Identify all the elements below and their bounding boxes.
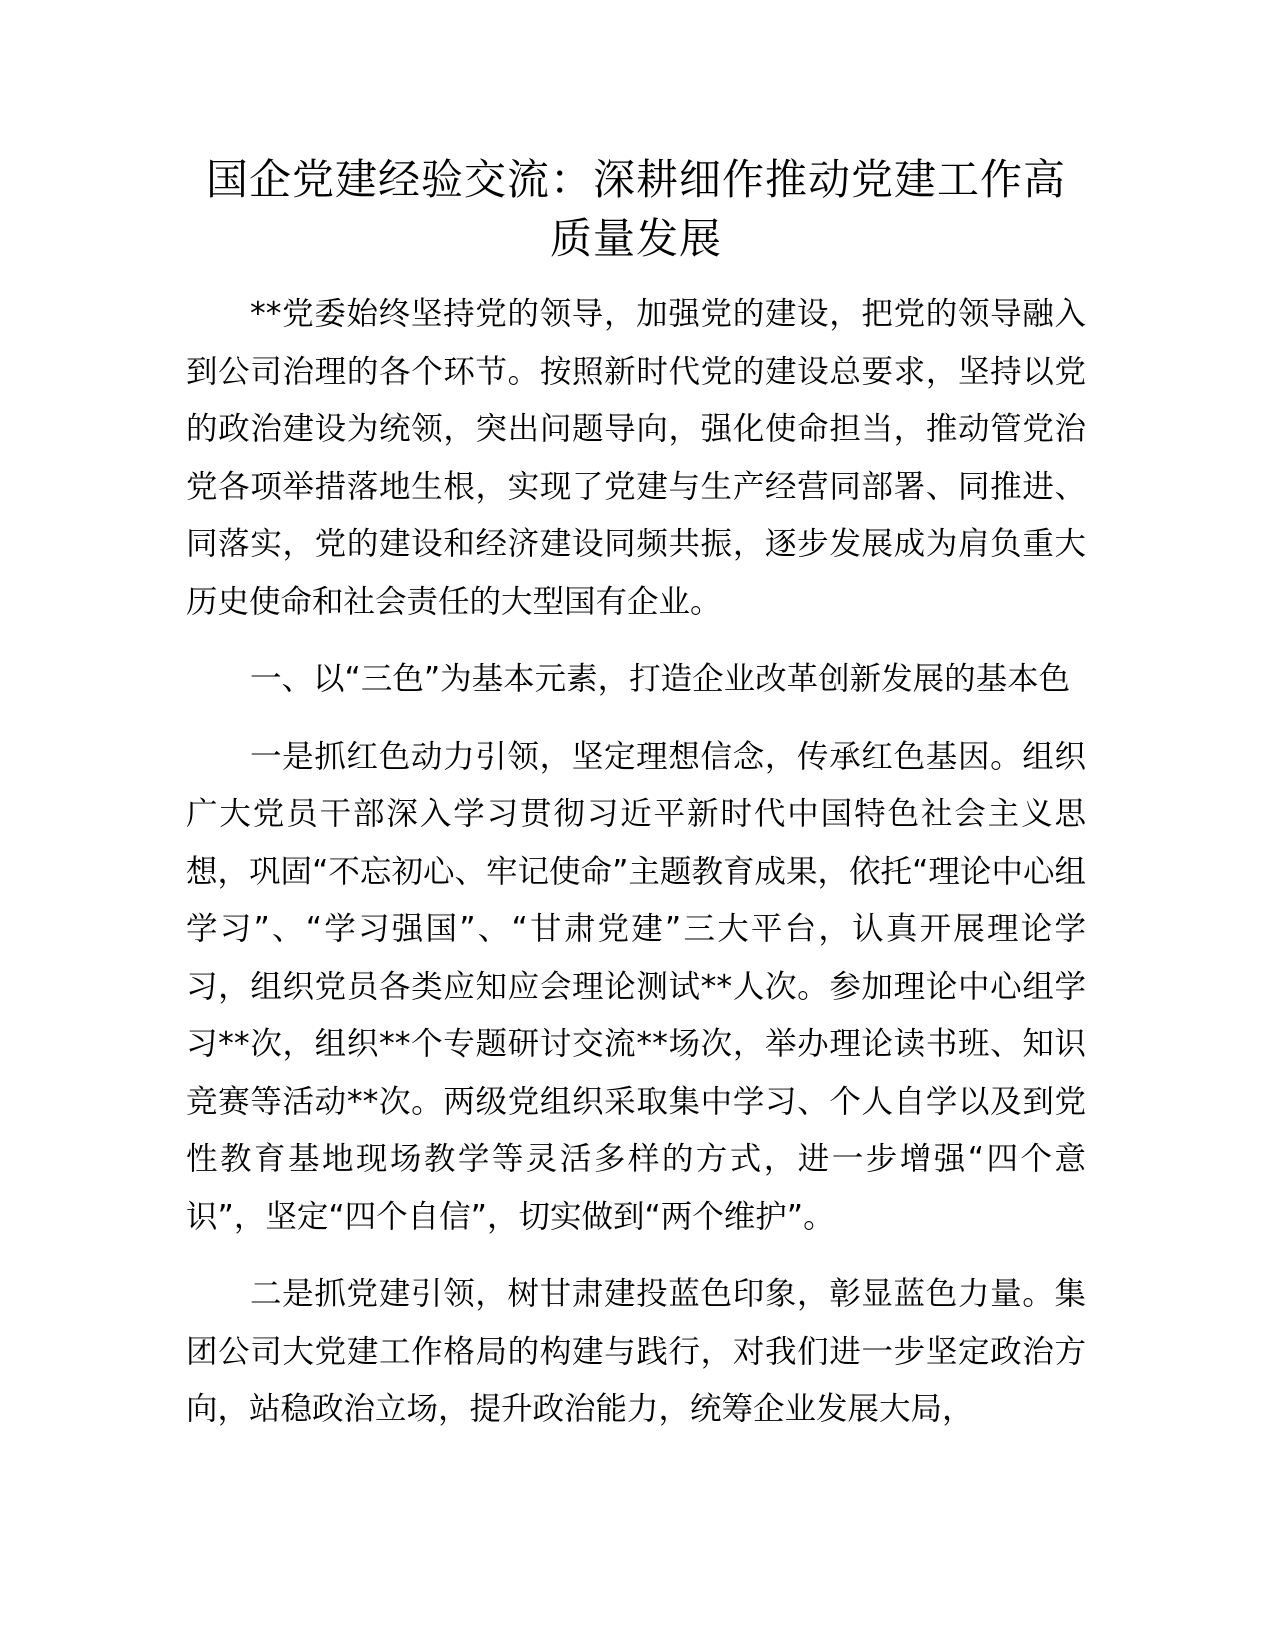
document-title: 国企党建经验交流：深耕细作推动党建工作高质量发展 [205,155,1066,263]
blue-paragraph: 二是抓党建引领，树甘肃建投蓝色印象，彰显蓝色力量。集团公司大党建工作格局的构建与践行，对我们进一步坚定政治方向，站稳政治立场，提升政治能力，统筹企业发展大局， [186,1276,1086,1427]
intro-paragraph: **党委始终坚持党的领导，加强党的建设，把党的领导融入到公司治理的各个环节。按照新时代党的建设总要求，坚持以党的政治建设为统领，突出问题导向，强化使命担当，推动管党治党各项举措落地生根，实现了党建与生产经营同部署、同推进、同落实，党的建设和经济建设同频共振，逐步发展成为肩负重大历史使命和社会责任的大型国有企业。 [186,296,1086,620]
section-heading-1: 一、以“三色”为基本元素，打造企业改革创新发展的基本色 [250,661,1071,697]
red-paragraph: 一是抓红色动力引领，坚定理想信念，传承红色基因。组织广大党员干部深入学习贯彻习近平新时代中国特色社会主义思想，巩固“不忘初心、牢记使命”主题教育成果，依托“理论中心组学习”、“学习强国”、“甘肃党建”三大平台，认真开展理论学习，组织党员各类应知应会理论测试**人次。参加理论中心组学习**次，组织**个专题研讨交流**场次，举办理论读书班、知识竞赛等活动**次。两级党组织采取集中学习、个人自学以及到党性教育基地现场教学等灵活多样的方式，进一步增强“四个意识”，坚定“四个自信”，切实做到“两个维护”。 [186,738,1086,1235]
document-body [186,150,1086,1439]
